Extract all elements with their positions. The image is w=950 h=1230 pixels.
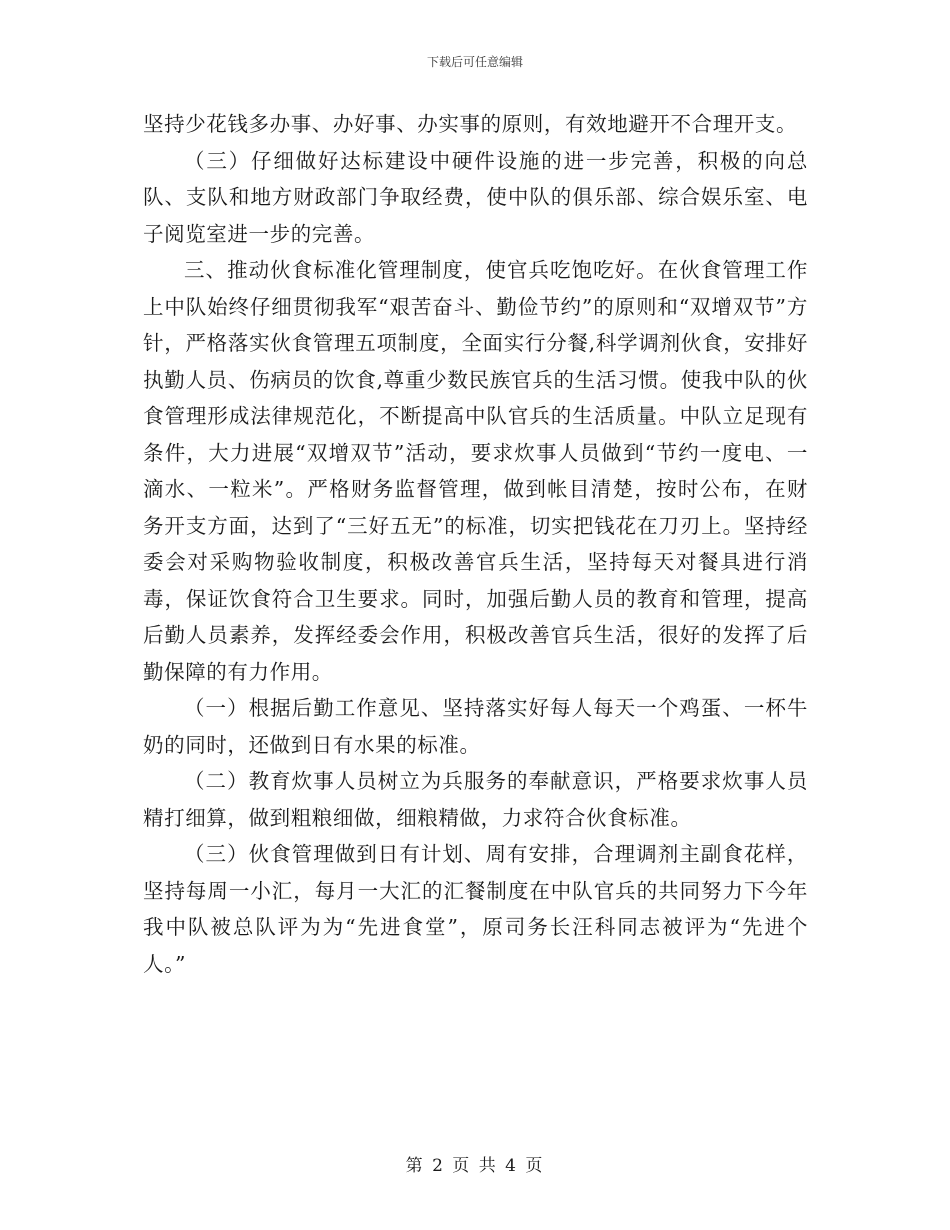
- document-body: [143, 106, 808, 982]
- paragraph-section-three-food-management: 三、推动伙食标准化管理制度，使官兵吃饱吃好。在伙食管理工作上中队始终仔细贯彻我军“艰苦奋斗、勤俭节约”的原则和“双增双节”方针，严格落实伙食管理五项制度，全面实行分餐,科学调剂伙食，安排好执勤人员、伤病员的饮食,尊重少数民族官兵的生活习惯。使我中队的伙食管理形成法律规范化，不断提高中队官兵的生活质量。中队立足现有条件，大力进展“双增双节”活动，要求炊事人员做到“节约一度电、一滴水、一粒米”。严格财务监督管理，做到帐目清楚，按时公布，在财务开支方面，达到了“三好五无”的标准，切实把钱花在刀刃上。坚持经委会对采购物验收制度，积极改善官兵生活，坚持每天对餐具进行消毒，保证饮食符合卫生要求。同时，加强后勤人员的教育和管理，提高后勤人员素养，发挥经委会作用，积极改善官兵生活，很好的发挥了后勤保障的有力作用。: [143, 258, 808, 684]
- paragraph-item-one-eggs-milk: （一）根据后勤工作意见、坚持落实好每人每天一个鸡蛋、一杯牛奶的同时，还做到日有水果的标准。: [143, 696, 808, 757]
- page-number: 第 2 页 共 4 页: [405, 1156, 545, 1176]
- paragraph-continuation: 坚持少花钱多办事、办好事、办实事的原则，有效地避开不合理开支。: [143, 112, 798, 136]
- paragraph-item-two-cooks: （二）教育炊事人员树立为兵服务的奉献意识，严格要求炊事人员精打细算，做到粗粮细做，细粮精做，力求符合伙食标准。: [143, 769, 808, 830]
- paragraph-item-three-meal-plan: （三）伙食管理做到日有计划、周有安排，合理调剂主副食花样，坚持每周一小汇，每月一大汇的汇餐制度在中队官兵的共同努力下今年我中队被总队评为为“先进食堂”，原司务长汪科同志被评为“先进个人。”: [143, 842, 808, 976]
- page-header-note: 下载后可任意编辑: [426, 55, 523, 69]
- paragraph-item-three-facilities: （三）仔细做好达标建设中硬件设施的进一步完善，积极的向总队、支队和地方财政部门争取经费，使中队的俱乐部、综合娱乐室、电子阅览室进一步的完善。: [143, 148, 808, 246]
